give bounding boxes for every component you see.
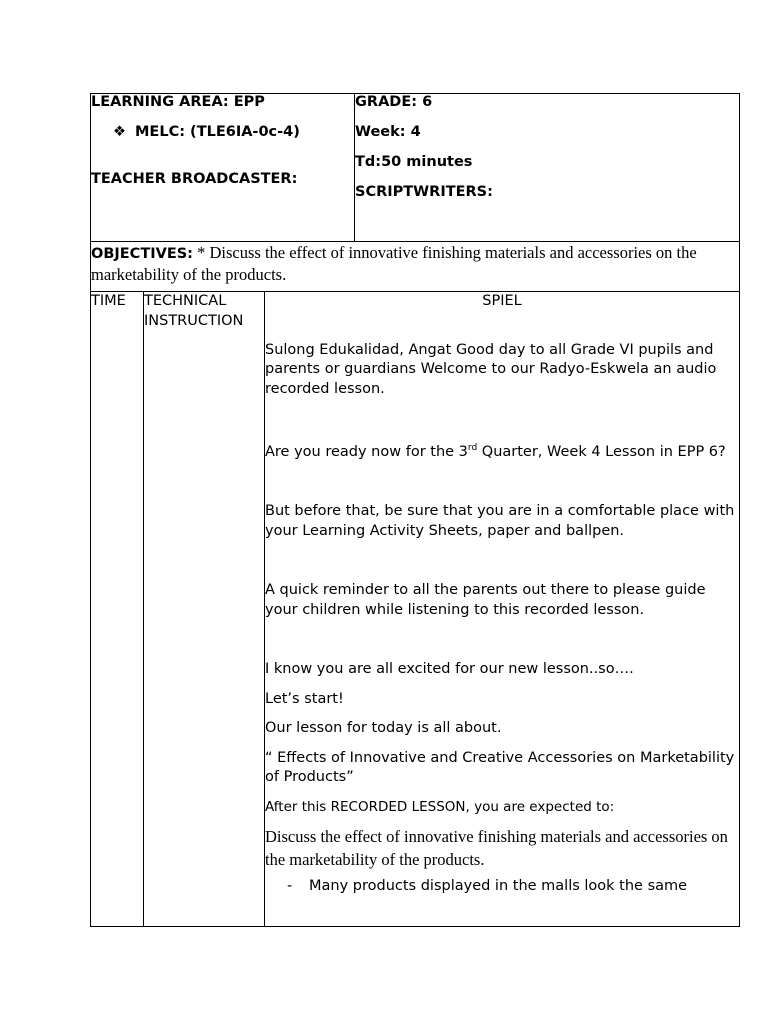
week: Week: 4	[355, 124, 421, 140]
objectives-label: OBJECTIVES:	[91, 246, 193, 262]
spiel-ready-part2: Quarter, Week 4 Lesson in EPP 6?	[477, 443, 726, 460]
spiel-objective: Discuss the effect of innovative finishing materials and accessories on the marketability of the products.	[265, 826, 728, 869]
spiel-lesson-intro: Our lesson for today is all about.	[265, 720, 502, 737]
melc-line	[113, 124, 354, 141]
spiel-lesson-title: “ Effects of Innovative and Creative Accessories on Marketability of Products”	[265, 749, 735, 786]
time-header: TIME	[91, 293, 126, 309]
objectives-cell	[91, 242, 740, 292]
spiel-lets-start: Let’s start!	[265, 690, 344, 707]
time-column	[91, 292, 144, 927]
spiel-materials: But before that, be sure that you are in a comfortable place with your Learning Activity Sheets, paper and ballpen.	[265, 503, 735, 539]
technical-column	[144, 292, 265, 927]
technical-header: TECHNICAL INSTRUCTION	[144, 293, 244, 329]
header-table	[90, 93, 740, 292]
grade: GRADE: 6	[355, 94, 433, 110]
script-table	[90, 292, 740, 927]
spiel-expectation: After this RECORDED LESSON, you are expected to:	[265, 798, 615, 815]
lesson-script-sheet	[90, 93, 739, 927]
time-duration: Td:50 minutes	[355, 154, 473, 170]
spiel-ready-sup: rd	[467, 443, 478, 453]
dash-bullet-icon: -	[287, 877, 293, 894]
diamond-bullet-icon: ❖	[113, 124, 126, 140]
spiel-bullet-item	[265, 877, 739, 897]
melc-code: MELC: (TLE6IA-0c-4)	[135, 124, 300, 140]
spiel-bullet-text: Many products displayed in the malls look the same	[309, 877, 688, 894]
learning-area: LEARNING AREA: EPP	[91, 94, 265, 110]
spiel-parents-reminder: A quick reminder to all the parents out there to please guide your children while listening to this recorded lesson.	[265, 582, 706, 618]
header-right-cell	[355, 94, 740, 242]
spiel-column	[265, 292, 740, 927]
spiel-header: SPIEL	[482, 293, 522, 309]
objectives-text: * Discuss the effect of innovative finishing materials and accessories on the marketability of the products.	[91, 243, 697, 284]
teacher-broadcaster: TEACHER BROADCASTER:	[91, 171, 298, 187]
scriptwriters: SCRIPTWRITERS:	[355, 184, 493, 200]
header-left-cell	[91, 94, 355, 242]
spiel-ready-question	[265, 439, 739, 462]
spiel-ready-part1: Are you ready now for the 3	[265, 443, 468, 460]
spiel-greeting: Sulong Edukalidad, Angat Good day to all Grade VI pupils and parents or guardians Welcome to our Radyo-Eskwela an audio recorded lesson.	[265, 341, 717, 397]
spiel-excited: I know you are all excited for our new lesson..so….	[265, 661, 634, 678]
